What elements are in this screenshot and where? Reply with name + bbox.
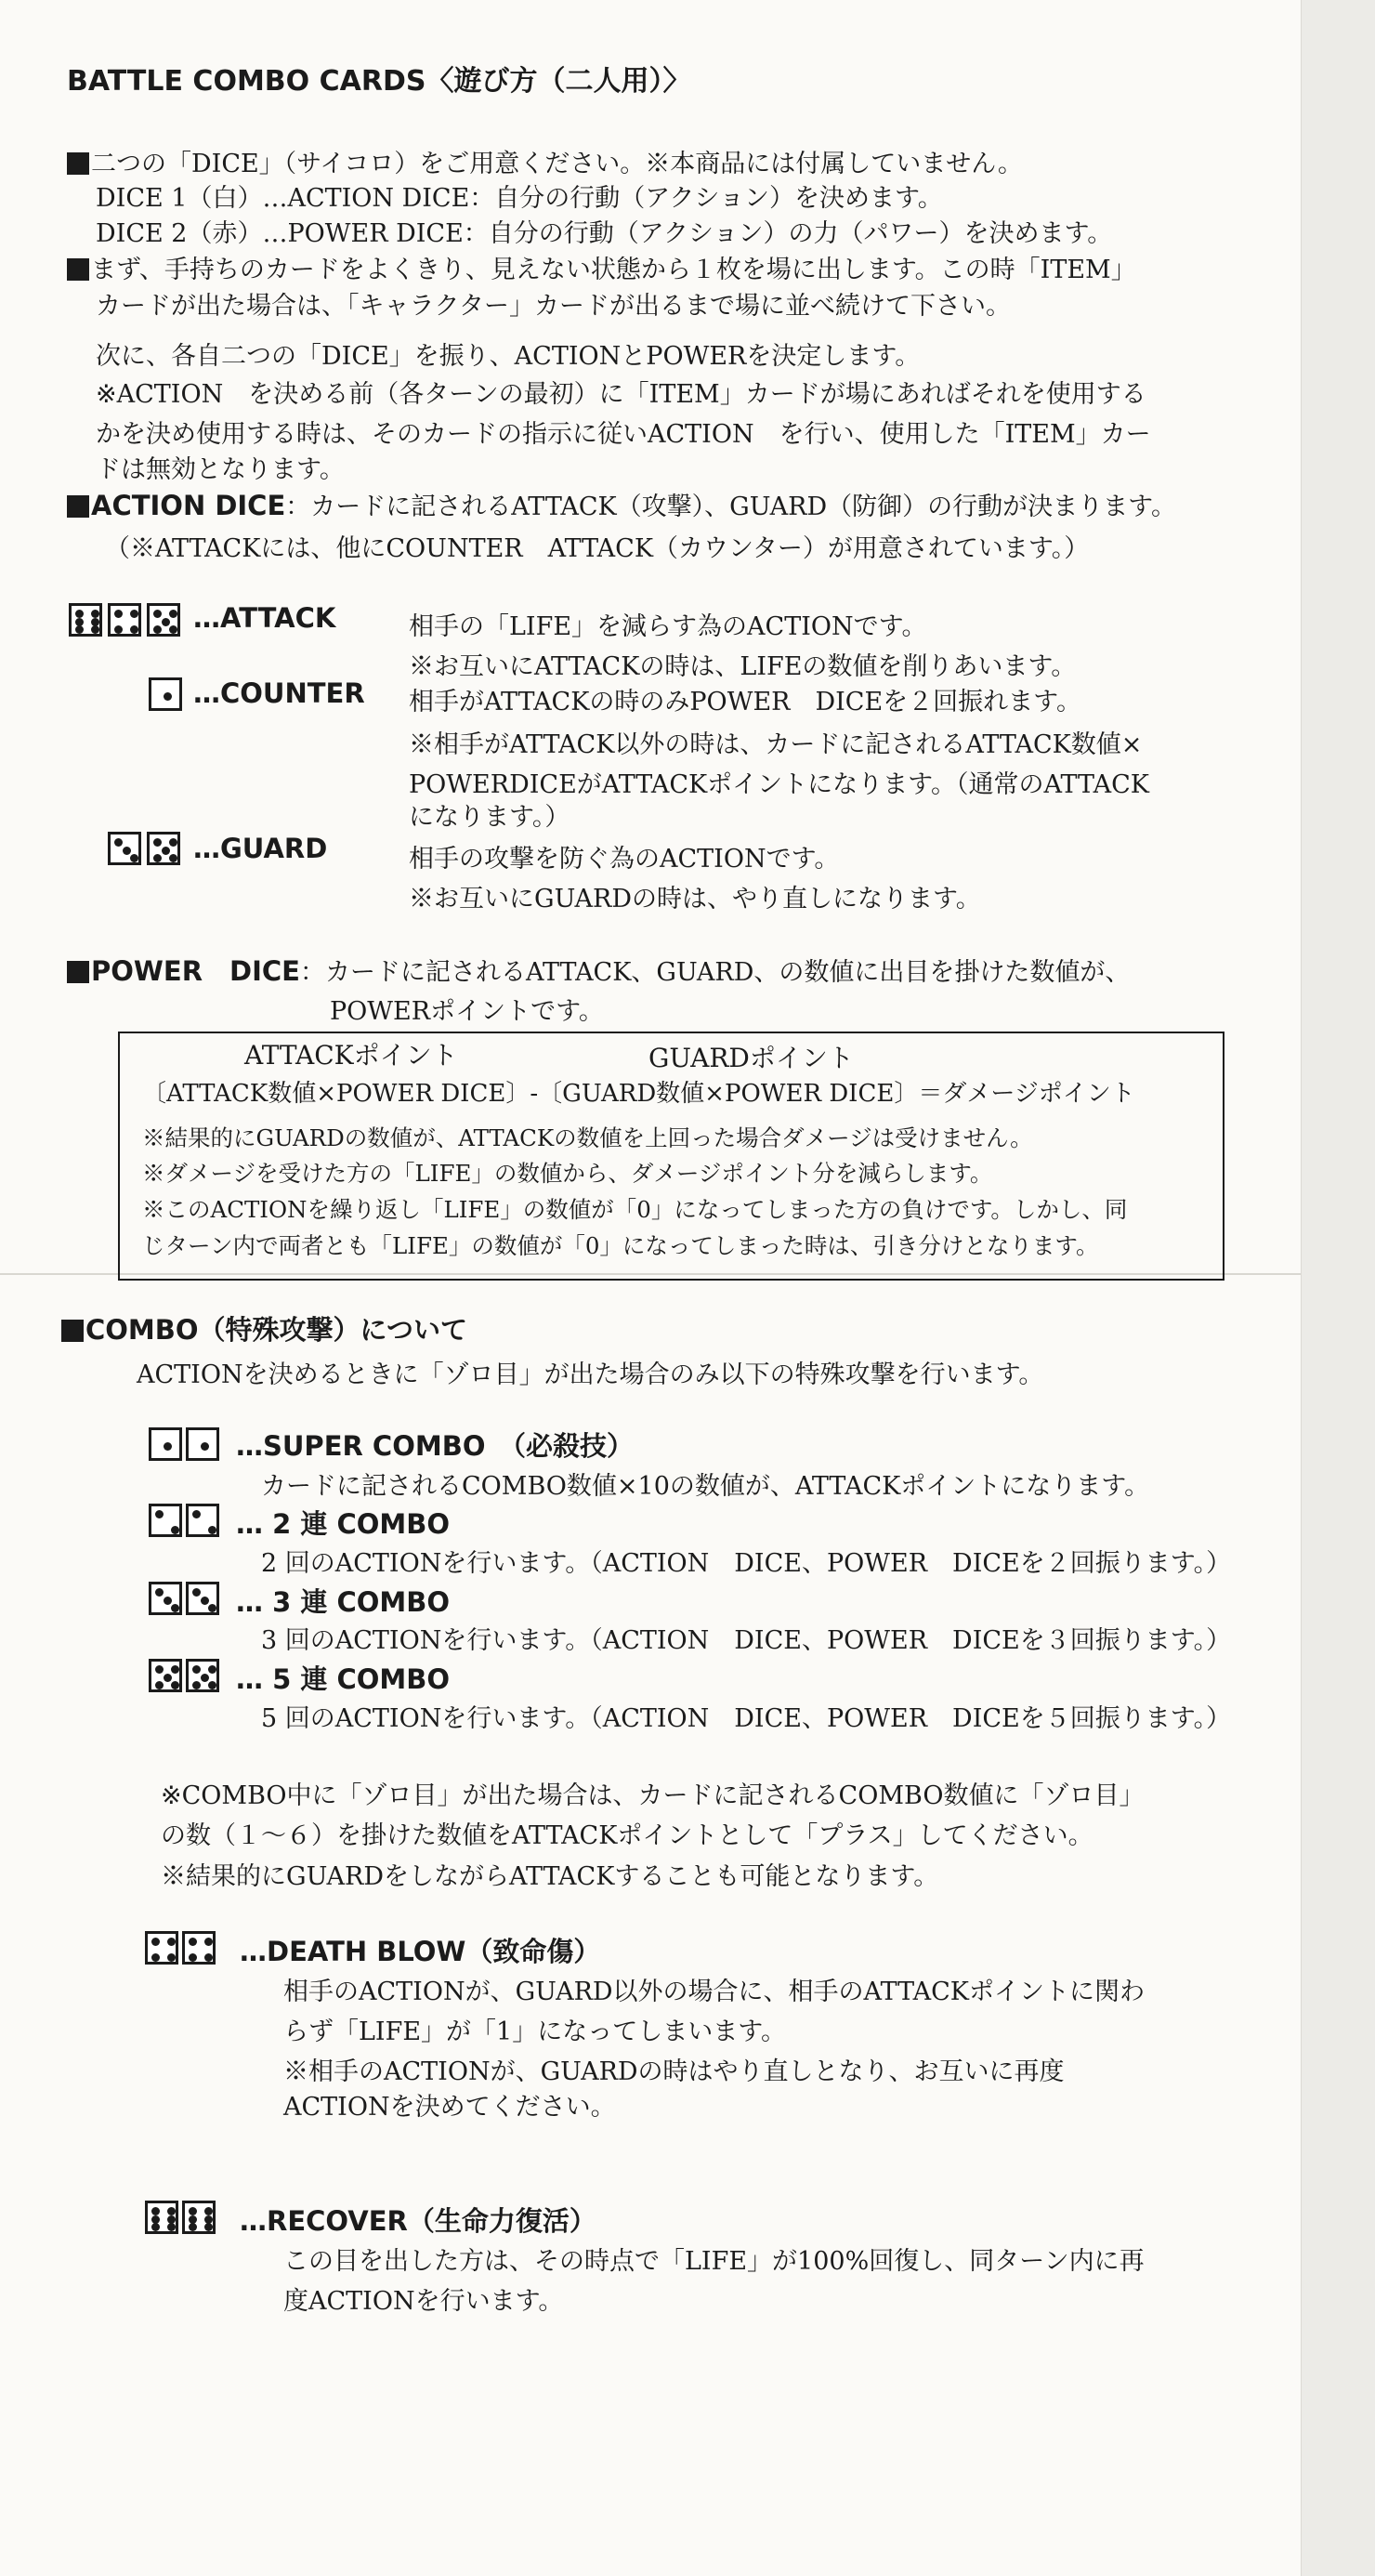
counter-label: …COUNTER <box>193 677 365 709</box>
die-one-icon <box>186 1427 219 1461</box>
combo-2-label: … 2 連 COMBO <box>236 1508 451 1540</box>
die-five-icon <box>147 832 180 865</box>
die-pip <box>171 1604 179 1612</box>
intro-line-1: 二つの「DICE」（サイコロ）をご用意ください。※本商品には付属していません。 <box>67 143 1023 179</box>
die-pip <box>114 625 123 634</box>
action-dice-heading: ACTION DICE <box>91 490 286 521</box>
attack-desc-2: ※お互いにATTACKの時は、LIFEの数値を削りあいます。 <box>409 652 1077 681</box>
intro-line-2: DICE 1（白）…ACTION DICE：自分の行動（アクション）を決めます。 <box>96 184 943 213</box>
die-pip <box>164 1597 172 1605</box>
die-four-icon <box>108 603 141 637</box>
box-note-2: ※ダメージを受けた方の「LIFE」の数値から、ダメージポイント分を減らします。 <box>142 1160 993 1187</box>
die-pip <box>153 610 162 618</box>
box-note-1: ※結果的にGUARDの数値が、ATTACKの数値を上回った場合ダメージは受けません。 <box>142 1124 1033 1151</box>
combo-note-1: ※COMBO中に「ゾロ目」が出た場合は、カードに記されるCOMBO数値に「ゾロ目」 <box>161 1781 1145 1810</box>
die-pip <box>164 1674 172 1682</box>
counter-desc-1: 相手がATTACKの時のみPOWER DICEを２回振れます。 <box>409 688 1082 716</box>
death-blow-desc-4: ACTIONを決めてください。 <box>283 2093 616 2122</box>
die-pip <box>162 847 170 855</box>
counter-desc-2: ※相手がATTACK以外の時は、カードに記されるATTACK数値× <box>409 730 1143 759</box>
die-pip <box>171 1665 179 1674</box>
die-pip <box>208 1665 216 1674</box>
die-three-icon <box>108 832 141 865</box>
bullet-square-icon <box>67 152 89 175</box>
die-two-icon <box>186 1504 219 1537</box>
page-edge <box>1301 0 1375 2576</box>
die-four-icon <box>182 1931 216 1965</box>
die-pip <box>169 610 177 618</box>
die-pip <box>75 625 84 634</box>
intro-line-9: ドは無効となります。 <box>96 455 345 484</box>
combo-note-3: ※結果的にGUARDをしながらATTACKすることも可能となります。 <box>161 1862 939 1891</box>
die-pip <box>153 854 162 862</box>
die-pip <box>169 625 177 634</box>
die-pip <box>169 854 177 862</box>
die-pip <box>91 610 99 618</box>
counter-desc-4: になります。） <box>409 803 570 832</box>
death-blow-desc-3: ※相手のACTIONが、GUARDの時はやり直しとなり、お互いに再度 <box>283 2057 1065 2086</box>
die-four-icon <box>145 1931 178 1965</box>
super-combo-label: …SUPER COMBO （必殺技） <box>236 1430 634 1462</box>
guard-point-label: GUARDポイント <box>648 1043 854 1073</box>
die-pip <box>153 625 162 634</box>
die-three-icon <box>186 1582 219 1615</box>
die-pip <box>130 610 138 618</box>
die-pip <box>201 1674 209 1682</box>
die-pip <box>201 1442 209 1451</box>
guard-desc-1: 相手の攻撃を防ぐ為のACTIONです。 <box>409 845 840 874</box>
die-pip <box>169 838 177 847</box>
combo-5-desc: 5 回のACTIONを行います。（ACTION DICE、POWER DICEを５回振ります。） <box>261 1704 1232 1733</box>
die-pip <box>204 2223 213 2231</box>
guard-label: …GUARD <box>193 833 328 864</box>
die-six-icon <box>145 2201 178 2234</box>
die-pip <box>151 1938 160 1946</box>
die-pip <box>114 838 123 847</box>
combo-heading: COMBO（特殊攻撃）について <box>85 1314 467 1346</box>
combo-note-2: の数（１～６）を掛けた数値をATTACKポイントとして「プラス」してください。 <box>161 1821 1093 1850</box>
die-pip <box>167 2207 176 2215</box>
intro-line-6: 次に、各自二つの「DICE」を振り、ACTIONとPOWERを決定します。 <box>96 342 921 371</box>
intro-line-5: カードが出た場合は、「キャラクター」カードが出るまで場に並べ続けて下さい。 <box>96 292 1011 321</box>
action-dice-note: （※ATTACKには、他にCOUNTER ATTACK（カウンター）が用意されています。） <box>105 534 1090 563</box>
bullet-square-icon <box>67 495 89 518</box>
die-pip <box>171 1681 179 1689</box>
attack-desc-1: 相手の「LIFE」を減らす為のACTIONです。 <box>409 612 927 641</box>
recover-label: …RECOVER（生命力復活） <box>240 2205 596 2237</box>
attack-label: …ATTACK <box>193 602 336 634</box>
die-pip <box>192 1681 201 1689</box>
box-note-3: ※このACTIONを繰り返し「LIFE」の数値が「0」になってしまった方の負けです。しかし、同 <box>142 1196 1128 1223</box>
die-pip <box>155 1681 164 1689</box>
counter-desc-3: POWERDICEがATTACKポイントになります。（通常のATTACK <box>409 770 1149 799</box>
die-six-icon <box>69 603 102 637</box>
die-two-icon <box>149 1504 182 1537</box>
recover-desc-1: この目を出した方は、その時点で「LIFE」が100%回復し、同ターン内に再 <box>283 2247 1145 2276</box>
die-pip <box>192 1510 201 1518</box>
power-dice-heading: POWER DICE <box>91 955 300 987</box>
die-six-icon <box>182 2201 216 2234</box>
attack-point-label: ATTACKポイント <box>244 1040 458 1071</box>
die-three-icon <box>149 1582 182 1615</box>
death-blow-label: …DEATH BLOW（致命傷） <box>240 1936 601 1967</box>
box-note-4: じターン内で両者とも「LIFE」の数値が「0」になってしまった時は、引き分けとなります。 <box>142 1232 1099 1259</box>
die-pip <box>155 1510 164 1518</box>
guard-desc-2: ※お互いにGUARDの時は、やり直しになります。 <box>409 885 981 913</box>
power-dice-line: POWER DICE：カードに記されるATTACK、GUARD、の数値に出目を掛けた数値が、 <box>67 951 1130 989</box>
intro-line-4: まず、手持ちのカードをよくきり、見えない状態から１枚を場に出します。この時「ITEM」 <box>67 249 1136 285</box>
intro-line-7: ※ACTION を決める前（各ターンの最初）に「ITEM」カードが場にあればそれを使用する <box>96 380 1146 409</box>
die-pip <box>114 610 123 618</box>
die-pip <box>208 1681 216 1689</box>
die-pip <box>151 2207 160 2215</box>
die-pip <box>167 1938 176 1946</box>
die-five-icon <box>147 603 180 637</box>
die-one-icon <box>149 1427 182 1461</box>
die-pip <box>204 2207 213 2215</box>
die-pip <box>204 1938 213 1946</box>
damage-formula: 〔ATTACK数値×POWER DICE〕-〔GUARD数値×POWER DICE〕＝ダメージポイント <box>142 1080 1135 1108</box>
die-pip <box>201 1597 209 1605</box>
die-pip <box>153 838 162 847</box>
die-pip <box>189 2207 197 2215</box>
death-blow-desc-2: らず「LIFE」が「1」になってしまいます。 <box>283 2017 787 2046</box>
die-pip <box>151 2223 160 2231</box>
die-pip <box>91 625 99 634</box>
die-one-icon <box>149 677 182 711</box>
intro-line-8: かを決め使用する時は、そのカードの指示に従いACTION を行い、使用した「ITEM」カー <box>96 420 1151 449</box>
combo-3-label: … 3 連 COMBO <box>236 1586 451 1618</box>
die-pip <box>130 625 138 634</box>
recover-desc-2: 度ACTIONを行います。 <box>283 2287 564 2316</box>
die-pip <box>164 692 172 701</box>
die-pip <box>162 618 170 626</box>
die-pip <box>204 1953 213 1962</box>
bullet-square-icon <box>61 1320 84 1342</box>
die-pip <box>208 1604 216 1612</box>
bullet-square-icon <box>67 961 89 983</box>
die-pip <box>192 1665 201 1674</box>
die-pip <box>189 1938 197 1946</box>
die-pip <box>192 1588 201 1597</box>
combo-intro: ACTIONを決めるときに「ゾロ目」が出た場合のみ以下の特殊攻撃を行います。 <box>137 1360 1044 1389</box>
super-combo-desc: カードに記されるCOMBO数値×10の数値が、ATTACKポイントになります。 <box>261 1472 1150 1501</box>
die-pip <box>171 1526 179 1534</box>
die-pip <box>155 1588 164 1597</box>
die-pip <box>189 1953 197 1962</box>
die-five-icon <box>186 1659 219 1692</box>
combo-5-label: … 5 連 COMBO <box>236 1663 451 1695</box>
page-title: BATTLE COMBO CARDS〈遊び方（二人用）〉 <box>67 65 691 98</box>
die-pip <box>164 1442 172 1451</box>
die-pip <box>208 1526 216 1534</box>
die-pip <box>151 1953 160 1962</box>
die-five-icon <box>149 1659 182 1692</box>
die-pip <box>189 2223 197 2231</box>
die-pip <box>75 610 84 618</box>
bullet-square-icon <box>67 258 89 281</box>
die-pip <box>167 1953 176 1962</box>
die-pip <box>167 2223 176 2231</box>
die-pip <box>130 854 138 862</box>
power-dice-line-2: POWERポイントです。 <box>330 997 604 1026</box>
death-blow-desc-1: 相手のACTIONが、GUARD以外の場合に、相手のATTACKポイントに関わ <box>283 1978 1145 2006</box>
die-pip <box>123 847 131 855</box>
combo-2-desc: 2 回のACTIONを行います。（ACTION DICE、POWER DICEを２回振ります。） <box>261 1549 1232 1578</box>
combo-heading-line <box>61 1309 467 1347</box>
die-pip <box>155 1665 164 1674</box>
intro-line-3: DICE 2（赤）…POWER DICE：自分の行動（アクション）の力（パワー）を決めます。 <box>96 219 1113 248</box>
action-dice-line: ACTION DICE：カードに記されるATTACK（攻撃）、GUARD（防御）の行動が決まります。 <box>67 486 1176 522</box>
combo-3-desc: 3 回のACTIONを行います。（ACTION DICE、POWER DICEを３回振ります。） <box>261 1626 1232 1655</box>
